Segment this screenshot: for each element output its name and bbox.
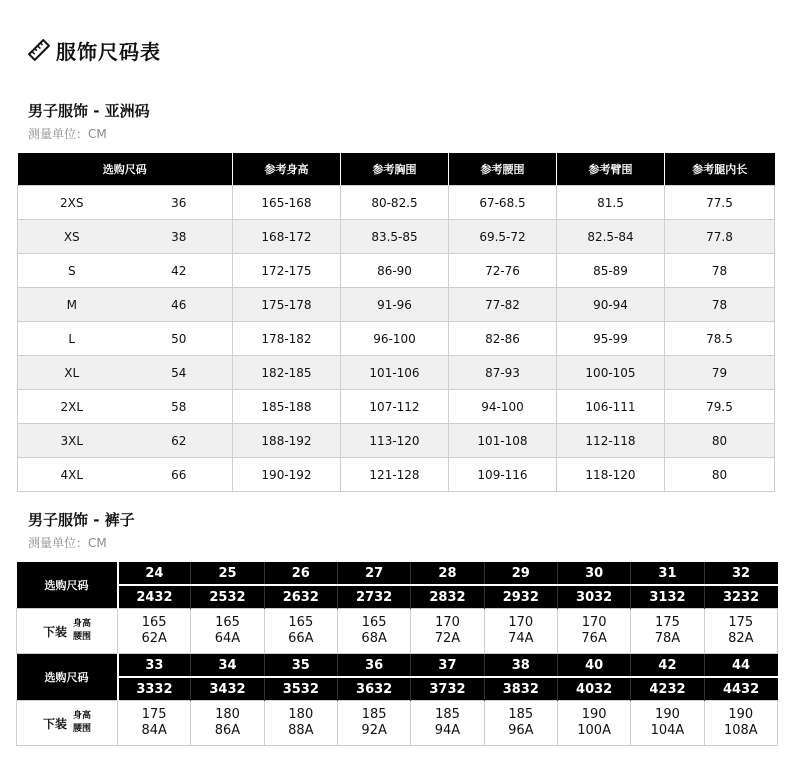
pants-waist-value: 64A [214,631,241,646]
pants-code-cell: 2632 [264,585,337,609]
pants-measure-cell [411,701,484,746]
inseam-cell: 78 [665,288,775,322]
pants-size-row [17,562,778,585]
pants-height-value: 180 [288,707,314,722]
bottom-label: 下装 [42,716,67,731]
pants-header-label: 选购尺码 [17,562,118,609]
tops-section-title: 男子服饰 - 亚洲码 [28,102,150,120]
pants-code-cell: 2832 [411,585,484,609]
pants-waist-value: 66A [288,631,314,646]
pants-code-cell: 3032 [557,585,630,609]
arm-cell: 112-118 [557,424,665,458]
pants-size-cell: 38 [484,654,557,678]
inseam-cell: 78.5 [665,322,775,356]
pants-size-cell: 32 [704,562,777,585]
pants-height-value: 170 [508,615,534,630]
page-title: 服饰尺码表 [56,39,161,64]
size-cell: M [18,288,126,322]
pants-code-cell: 4032 [557,677,630,701]
pants-measure-cell [704,701,777,746]
pants-size-cell: 33 [118,654,191,678]
height-cell: 188-192 [233,424,341,458]
chest-cell: 86-90 [341,254,449,288]
arm-cell: 81.5 [557,186,665,220]
size-number-cell: 38 [126,220,233,254]
pants-waist-value: 84A [141,723,167,738]
pants-height-value: 170 [435,615,460,630]
arm-cell: 100-105 [557,356,665,390]
header-chest: 参考胸围 [341,153,449,186]
waist-cell: 67-68.5 [449,186,557,220]
header-inseam: 参考腿内长 [665,153,775,186]
arm-cell: 118-120 [557,458,665,492]
pants-waist-value: 62A [141,631,167,646]
height-cell: 165-168 [233,186,341,220]
pants-waist-value: 74A [508,631,534,646]
table-row [18,288,775,322]
table-row [18,186,775,220]
pants-size-cell: 36 [337,654,410,678]
pants-code-cell: 3332 [118,677,191,701]
inseam-cell: 80 [665,458,775,492]
size-number-cell: 50 [126,322,233,356]
pants-waist-value: 92A [361,723,387,738]
waist-cell: 82-86 [449,322,557,356]
pants-code-cell: 2732 [337,585,410,609]
pants-waist-value: 88A [288,723,314,738]
table-row [18,390,775,424]
inseam-cell: 79 [665,356,775,390]
pants-waist-value: 104A [650,723,685,738]
pants-size-cell: 44 [704,654,777,678]
pants-measure-cell [118,609,191,654]
pants-measure-cell [337,701,410,746]
size-number-cell: 66 [126,458,233,492]
bottom-label-cell [17,609,118,654]
table-row [18,254,775,288]
size-cell: 2XS [18,186,126,220]
pants-height-value: 185 [435,707,460,722]
pants-size-cell: 37 [411,654,484,678]
pants-height-value: 165 [288,615,314,630]
size-number-cell: 46 [126,288,233,322]
pants-measure-cell [631,609,704,654]
pants-code-cell: 4232 [631,677,704,701]
waist-cell: 77-82 [449,288,557,322]
ruler-icon [28,39,50,61]
pants-size-cell: 25 [191,562,264,585]
inseam-cell: 78 [665,254,775,288]
table-row [18,458,775,492]
table-row [18,356,775,390]
height-cell: 178-182 [233,322,341,356]
pants-waist-value: 100A [577,723,611,738]
pants-height-value: 185 [361,707,387,722]
size-cell: 2XL [18,390,126,424]
size-number-cell: 42 [126,254,233,288]
waist-cell: 72-76 [449,254,557,288]
pants-code-cell: 3732 [411,677,484,701]
bottom-label: 下装 [42,624,67,639]
header-size: 选购尺码 [18,153,233,186]
pants-code-cell: 2532 [191,585,264,609]
pants-code-row [17,585,778,609]
pants-waist-value: 108A [723,723,758,738]
pants-measure-cell [337,609,410,654]
pants-measure-cell [411,609,484,654]
pants-measure-row [17,701,778,746]
pants-size-cell: 28 [411,562,484,585]
pants-measure-cell [484,609,557,654]
height-cell: 175-178 [233,288,341,322]
bottom-height-label: 身高 [73,711,92,721]
pants-height-value: 175 [728,615,754,630]
chest-cell: 113-120 [341,424,449,458]
pants-code-cell: 3232 [704,585,777,609]
pants-measure-cell [118,701,191,746]
page-header [28,36,161,64]
chest-cell: 121-128 [341,458,449,492]
pants-code-cell: 3832 [484,677,557,701]
bottom-waist-label: 腰围 [73,724,92,734]
pants-measure-row [17,609,778,654]
height-cell: 172-175 [233,254,341,288]
tops-unit-label: 测量单位：CM [28,127,107,141]
arm-cell: 85-89 [557,254,665,288]
pants-code-cell: 3132 [631,585,704,609]
chest-cell: 101-106 [341,356,449,390]
waist-cell: 69.5-72 [449,220,557,254]
size-cell: 4XL [18,458,126,492]
waist-cell: 101-108 [449,424,557,458]
waist-cell: 87-93 [449,356,557,390]
chest-cell: 96-100 [341,322,449,356]
height-cell: 182-185 [233,356,341,390]
pants-waist-value: 78A [654,631,681,646]
pants-header-label: 选购尺码 [17,654,118,701]
waist-cell: 94-100 [449,390,557,424]
chest-cell: 80-82.5 [341,186,449,220]
size-number-cell: 54 [126,356,233,390]
header-arm: 参考臂围 [557,153,665,186]
chest-cell: 91-96 [341,288,449,322]
tops-header-row [18,153,775,186]
pants-height-value: 165 [141,615,167,630]
pants-height-value: 190 [655,707,680,722]
height-cell: 168-172 [233,220,341,254]
size-cell: L [18,322,126,356]
arm-cell: 106-111 [557,390,665,424]
pants-waist-value: 76A [581,631,607,646]
pants-measure-cell [484,701,557,746]
height-cell: 190-192 [233,458,341,492]
inseam-cell: 77.5 [665,186,775,220]
size-number-cell: 62 [126,424,233,458]
bottom-label-cell [17,701,118,746]
pants-section-title: 男子服饰 - 裤子 [28,511,135,529]
table-row [18,322,775,356]
waist-cell: 109-116 [449,458,557,492]
pants-size-cell: 29 [484,562,557,585]
pants-measure-cell [557,609,630,654]
pants-height-value: 165 [215,615,240,630]
tops-size-table [17,153,775,492]
chest-cell: 83.5-85 [341,220,449,254]
inseam-cell: 79.5 [665,390,775,424]
pants-measure-cell [191,609,264,654]
pants-waist-value: 94A [434,723,461,738]
pants-waist-value: 82A [728,631,754,646]
pants-height-value: 180 [215,707,240,722]
arm-cell: 82.5-84 [557,220,665,254]
chest-cell: 107-112 [341,390,449,424]
height-cell: 185-188 [233,390,341,424]
size-number-cell: 36 [126,186,233,220]
pants-size-table [16,562,778,746]
table-row [18,424,775,458]
pants-size-cell: 27 [337,562,410,585]
pants-code-cell: 2432 [118,585,191,609]
pants-waist-value: 86A [214,723,241,738]
pants-unit-label: 测量单位：CM [28,536,107,550]
pants-size-row [17,654,778,678]
header-waist: 参考腰围 [449,153,557,186]
pants-code-cell: 3632 [337,677,410,701]
pants-height-value: 175 [655,615,680,630]
bottom-waist-label: 腰围 [73,632,92,642]
pants-height-value: 175 [141,707,167,722]
pants-measure-cell [557,701,630,746]
pants-size-cell: 34 [191,654,264,678]
pants-measure-cell [704,609,777,654]
pants-height-value: 190 [581,707,607,722]
pants-waist-value: 72A [434,631,461,646]
pants-height-value: 190 [728,707,754,722]
pants-size-cell: 30 [557,562,630,585]
table-row [18,220,775,254]
pants-measure-cell [264,701,337,746]
size-cell: XS [18,220,126,254]
arm-cell: 95-99 [557,322,665,356]
size-cell: 3XL [18,424,126,458]
header-height: 参考身高 [233,153,341,186]
pants-code-cell: 4432 [704,677,777,701]
inseam-cell: 80 [665,424,775,458]
pants-waist-value: 68A [361,631,387,646]
pants-height-value: 170 [581,615,607,630]
size-number-cell: 58 [126,390,233,424]
inseam-cell: 77.8 [665,220,775,254]
pants-code-cell: 3532 [264,677,337,701]
pants-size-cell: 31 [631,562,704,585]
pants-measure-cell [631,701,704,746]
pants-size-cell: 40 [557,654,630,678]
size-cell: XL [18,356,126,390]
pants-measure-cell [264,609,337,654]
pants-size-cell: 42 [631,654,704,678]
pants-size-cell: 26 [264,562,337,585]
pants-size-cell: 24 [118,562,191,585]
pants-code-row [17,677,778,701]
pants-measure-cell [191,701,264,746]
arm-cell: 90-94 [557,288,665,322]
pants-height-value: 185 [508,707,534,722]
pants-size-cell: 35 [264,654,337,678]
pants-code-cell: 3432 [191,677,264,701]
pants-waist-value: 96A [508,723,534,738]
pants-height-value: 165 [361,615,387,630]
size-cell: S [18,254,126,288]
pants-code-cell: 2932 [484,585,557,609]
bottom-height-label: 身高 [73,619,92,629]
